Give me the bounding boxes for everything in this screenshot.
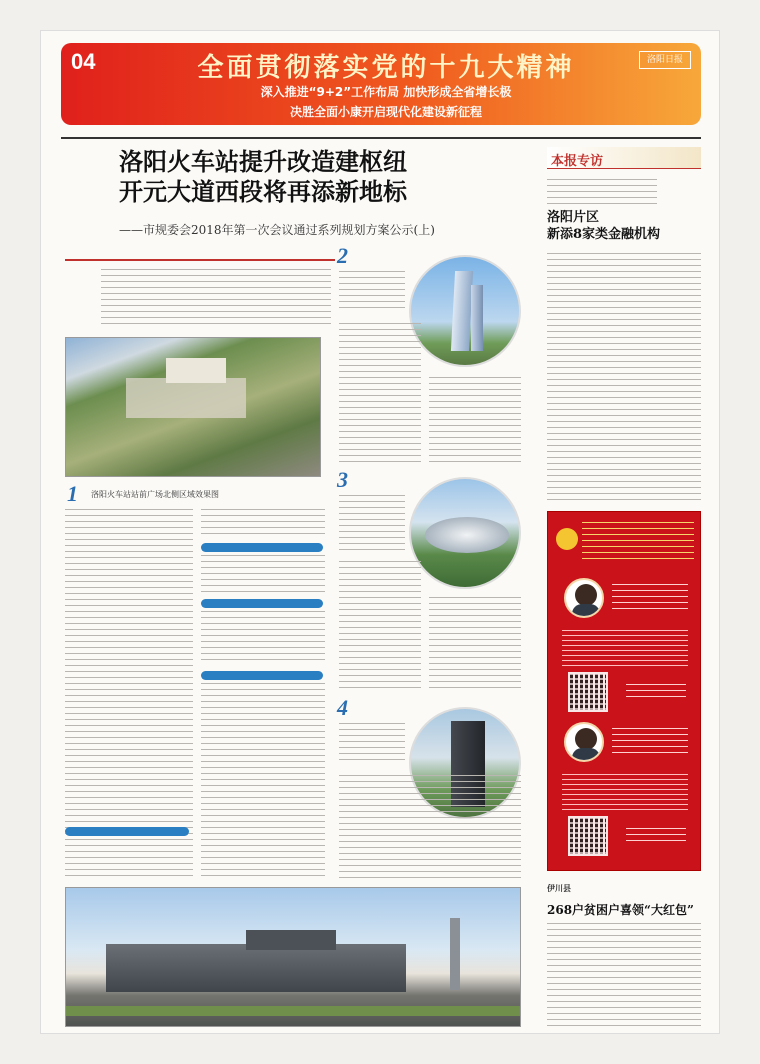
tower-shape bbox=[451, 271, 473, 351]
person-info bbox=[612, 728, 688, 754]
promo-text bbox=[562, 774, 688, 810]
intro-block bbox=[65, 259, 335, 327]
article-column-2b bbox=[201, 555, 325, 595]
qr-code[interactable] bbox=[568, 816, 608, 856]
station-greenery bbox=[66, 1006, 521, 1016]
section-3-text-a bbox=[339, 561, 421, 691]
avatar-head bbox=[575, 584, 597, 606]
tower-rendering-photo bbox=[409, 255, 521, 367]
article-column-2c bbox=[201, 611, 325, 665]
qr-code[interactable] bbox=[568, 672, 608, 712]
stadium-dome bbox=[425, 517, 509, 553]
intro-text bbox=[101, 269, 331, 325]
avatar-head bbox=[575, 728, 597, 750]
headline-line-1: 洛阳火车站提升改造建枢纽 bbox=[119, 147, 407, 176]
blue-subhead-bar bbox=[201, 543, 323, 552]
section-3-caption bbox=[339, 495, 405, 551]
sports-center-rendering-photo bbox=[409, 477, 521, 589]
section-4-caption bbox=[339, 723, 405, 763]
avatar bbox=[564, 578, 604, 618]
article-column-2d bbox=[201, 683, 325, 879]
aerial-building bbox=[126, 378, 246, 418]
section-number-4: 4 bbox=[337, 695, 348, 720]
person-info bbox=[612, 584, 688, 610]
section-number-3: 3 bbox=[337, 467, 348, 492]
blue-subhead-bar bbox=[65, 827, 189, 836]
right-column-header bbox=[547, 147, 701, 169]
main-subhead: ——市规委会2018年第一次会议通过系列规划方案公示(上) bbox=[119, 223, 435, 237]
right-column-section-title: 本报专访 bbox=[551, 154, 604, 169]
aerial-building bbox=[166, 358, 226, 383]
main-headline bbox=[119, 147, 499, 207]
blue-subhead-bar bbox=[201, 671, 323, 680]
right-column-kicker bbox=[547, 179, 657, 207]
bottom-article-tag: 伊川县 bbox=[547, 884, 571, 893]
section-1-caption: 洛阳火车站站前广场北侧区域效果图 bbox=[91, 490, 219, 499]
section-2-text-a bbox=[339, 323, 421, 463]
section-4-text bbox=[339, 775, 521, 879]
avatar-body bbox=[572, 748, 600, 762]
page-number: 04 bbox=[71, 49, 96, 74]
banner-title: 全面贯彻落实党的十九大精神 bbox=[197, 53, 575, 83]
section-number-2: 2 bbox=[337, 243, 348, 268]
station-building bbox=[106, 944, 406, 992]
qr-label bbox=[626, 684, 686, 702]
article-column-1 bbox=[65, 509, 193, 879]
section-2-text-b bbox=[429, 377, 521, 467]
section-2-caption bbox=[339, 271, 405, 313]
station-roof bbox=[246, 930, 336, 950]
right-column-headline: 洛阳片区 新添8家类金融机构 bbox=[547, 210, 661, 242]
blue-subhead-bar bbox=[201, 599, 323, 608]
party-emblem-icon bbox=[556, 528, 578, 550]
right-column-text bbox=[547, 253, 701, 505]
bottom-article-headline: 268户贫困户喜领“大红包” bbox=[547, 903, 694, 917]
promo-heading bbox=[582, 522, 694, 562]
avatar-body bbox=[572, 604, 600, 618]
station-rendering-photo bbox=[65, 887, 521, 1027]
headline-line-2: 开元大道西段将再添新地标 bbox=[119, 177, 407, 206]
station-tower bbox=[450, 918, 460, 990]
header-rule bbox=[61, 137, 701, 139]
bottom-article-text bbox=[547, 923, 701, 1027]
newspaper-page bbox=[40, 30, 720, 1034]
banner-subtitle-1: 深入推进“9+2”工作布局 加快形成全省增长极 bbox=[260, 85, 512, 99]
banner-subtitle-2: 决胜全面小康开启现代化建设新征程 bbox=[289, 105, 482, 119]
promo-text bbox=[562, 630, 688, 666]
qr-label bbox=[626, 828, 686, 846]
party-promo-box bbox=[547, 511, 701, 871]
section-3-text-b bbox=[429, 597, 521, 693]
section-number-1: 1 bbox=[67, 481, 78, 506]
page-banner bbox=[61, 43, 701, 125]
tower-shape bbox=[471, 285, 483, 351]
avatar bbox=[564, 722, 604, 762]
newspaper-logo: 洛阳日报 bbox=[639, 51, 691, 69]
article-column-2a bbox=[201, 509, 325, 539]
station-aerial-photo bbox=[65, 337, 321, 477]
